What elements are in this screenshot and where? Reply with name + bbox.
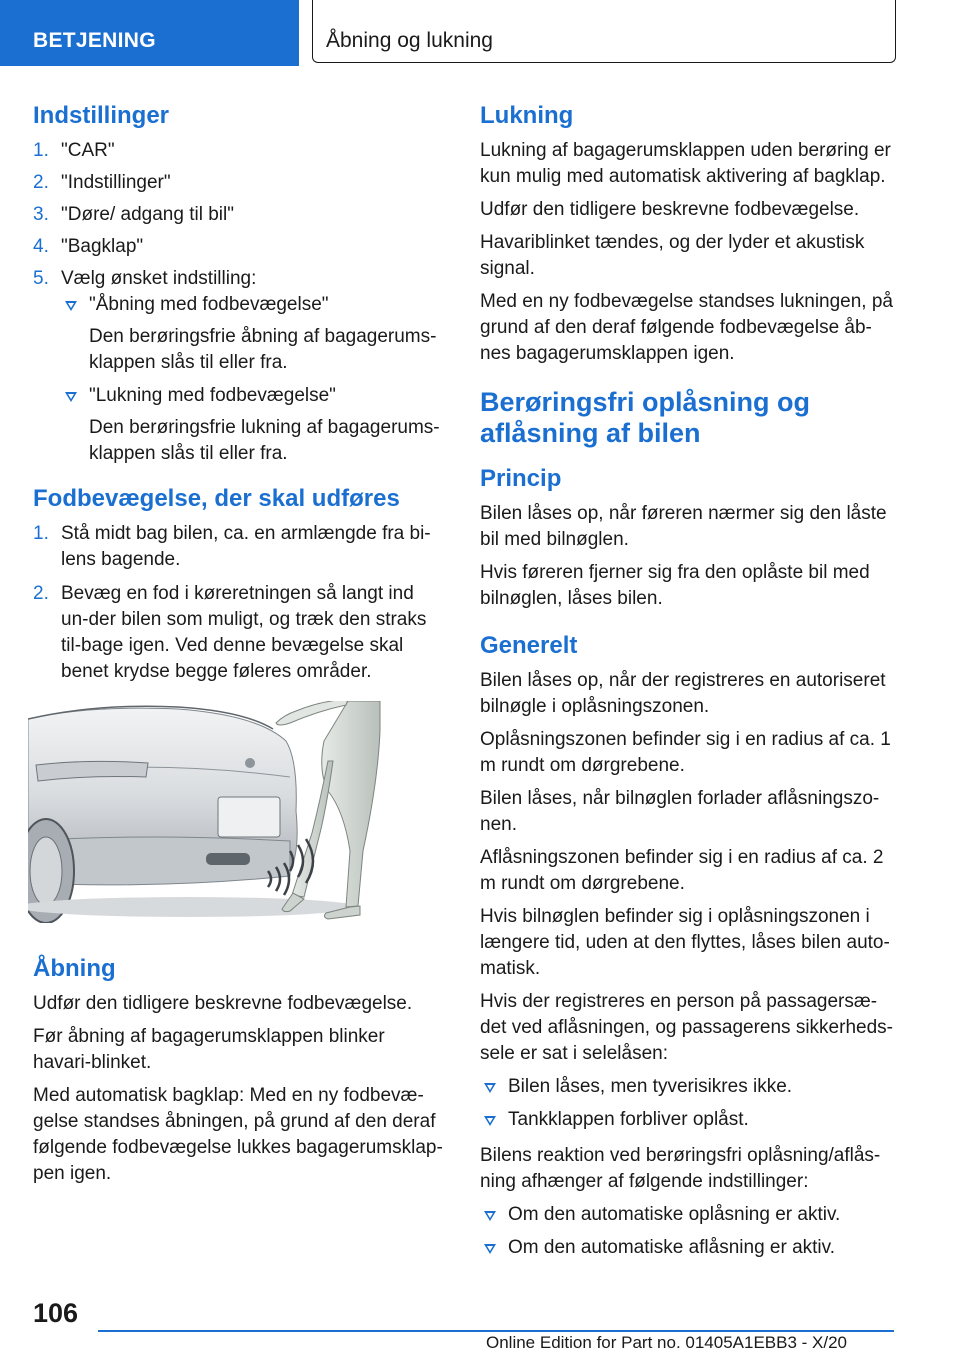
list-item — [33, 581, 445, 685]
bullet-text: Tankklappen forbliver oplåst. — [508, 1109, 749, 1130]
paragraph: Aflåsningszonen befinder sig i en radius af ca. 2 m rundt om dørgrebene. — [480, 847, 884, 894]
list-item — [33, 170, 445, 196]
paragraph: Bilens reaktion ved berøringsfri oplåsning/aflås-ning afhænger af følgende indstillinger: — [480, 1145, 881, 1192]
step-text: "Indstillinger" — [61, 172, 171, 193]
step-number: 2. — [33, 172, 49, 193]
paragraph: Hvis der registreres en person på passagersæ-det ved aflåsningen, og passagerens sikkerheds-sele er sat i selelåsen: — [480, 991, 893, 1064]
list-item — [33, 138, 445, 164]
section-label: BETJENING — [33, 29, 156, 52]
page-header — [0, 0, 960, 66]
settings-steps — [33, 138, 445, 467]
list-item — [480, 1107, 900, 1133]
motion-steps — [33, 521, 445, 685]
heading-aabning: Åbning — [33, 955, 116, 982]
list-item — [33, 234, 445, 260]
option-list — [61, 292, 445, 467]
heading-generelt: Generelt — [480, 632, 578, 659]
paragraph: Bilen låses op, når der registreres en autoriseret bilnøgle i oplåsningszonen. — [480, 670, 886, 717]
step-number: 4. — [33, 236, 49, 257]
list-item — [480, 1235, 900, 1261]
paragraph: Havariblinket tændes, og der lyder et akustisk signal. — [480, 232, 865, 279]
heading-indstillinger: Indstillinger — [33, 102, 170, 129]
step-text: Bevæg en fod i køreretningen så langt ind un-der bilen som muligt, og træk den straks til-bage igen. Ved denne bevægelse skal benet krydse begge føleres områder. — [61, 583, 427, 682]
option-desc: Den berøringsfrie åbning af bagagerums-klappen slås til eller fra. — [89, 326, 437, 373]
step-number: 3. — [33, 204, 49, 225]
footer-divider — [98, 1330, 894, 1332]
option-title: "Lukning med fodbevægelse" — [89, 385, 336, 406]
paragraph: Udfør den tidligere beskrevne fodbevægelse. — [33, 993, 413, 1014]
triangle-bullet-icon — [65, 301, 77, 311]
list-item — [61, 292, 445, 376]
paragraph: Oplåsningszonen befinder sig i en radius af ca. 1 m rundt om dørgrebene. — [480, 729, 891, 776]
edition-note: Online Edition for Part no. 01405A1EBB3 - X/20 — [486, 1333, 848, 1352]
kick-sensor-illustration — [28, 701, 383, 923]
paragraph: Bilen låses, når bilnøglen forlader aflåsningszo-nen. — [480, 788, 880, 835]
bullet-list — [480, 1202, 900, 1261]
triangle-bullet-icon — [484, 1116, 496, 1126]
paragraph: Hvis føreren fjerner sig fra den oplåste bil med bilnøglen, låses bilen. — [480, 562, 870, 609]
paragraph: Lukning af bagagerumsklappen uden berøring er kun mulig med automatisk aktivering af bagklap. — [480, 140, 891, 187]
right-column — [480, 100, 900, 1271]
step-text: "Bagklap" — [61, 236, 144, 257]
triangle-bullet-icon — [65, 392, 77, 402]
paragraph: Bilen låses op, når føreren nærmer sig den låste bil med bilnøglen. — [480, 503, 887, 550]
step-number: 5. — [33, 268, 49, 289]
step-text: "CAR" — [61, 140, 115, 161]
main-heading: Berøringsfri oplåsning og aflåsning af bilen — [480, 387, 811, 448]
paragraph: Hvis bilnøglen befinder sig i oplåsningszonen i længere tid, uden at den flyttes, låses bilen auto-matisk. — [480, 906, 890, 979]
heading-lukning: Lukning — [480, 102, 574, 129]
step-number: 2. — [33, 583, 49, 604]
heading-princip: Princip — [480, 465, 562, 492]
option-desc: Den berøringsfrie lukning af bagagerums-klappen slås til eller fra. — [89, 417, 440, 464]
step-text: Stå midt bag bilen, ca. en armlængde fra bi-lens bagende. — [61, 523, 431, 570]
list-item — [33, 266, 445, 467]
chapter-title: Åbning og lukning — [326, 29, 493, 52]
step-text: "Døre/ adgang til bil" — [61, 204, 234, 225]
left-column — [33, 100, 445, 1194]
paragraph: Med en ny fodbevægelse standses lukningen, på grund af den deraf følgende fodbevægelse åb-nes bagagerumsklappen igen. — [480, 291, 893, 364]
step-number: 1. — [33, 140, 49, 161]
paragraph: Før åbning af bagagerumsklappen blinker havari-blinket. — [33, 1026, 385, 1073]
list-item — [61, 383, 445, 467]
bullet-text: Bilen låses, men tyverisikres ikke. — [508, 1076, 793, 1097]
list-item — [480, 1202, 900, 1228]
triangle-bullet-icon — [484, 1083, 496, 1093]
list-item — [480, 1074, 900, 1100]
option-title: "Åbning med fodbevægelse" — [89, 294, 329, 315]
heading-fodbevaegelse: Fodbevægelse, der skal udføres — [33, 485, 400, 512]
page-number: 106 — [33, 1298, 79, 1328]
bullet-text: Om den automatiske aflåsning er aktiv. — [508, 1237, 836, 1258]
triangle-bullet-icon — [484, 1211, 496, 1221]
step-number: 1. — [33, 523, 49, 544]
list-item — [33, 202, 445, 228]
step-text: Vælg ønsket indstilling: — [61, 268, 257, 289]
chapter-box — [312, 0, 896, 63]
paragraph: Udfør den tidligere beskrevne fodbevægelse. — [480, 199, 860, 220]
bullet-text: Om den automatiske oplåsning er aktiv. — [508, 1204, 841, 1225]
bullet-list — [480, 1074, 900, 1133]
section-tab — [0, 0, 299, 66]
triangle-bullet-icon — [484, 1244, 496, 1254]
paragraph: Med automatisk bagklap: Med en ny fodbevæ-gelse standses åbningen, på grund af den deraf følgende fodbevægelse lukkes bagagerumsklap-pen igen. — [33, 1085, 443, 1184]
list-item — [33, 521, 445, 573]
